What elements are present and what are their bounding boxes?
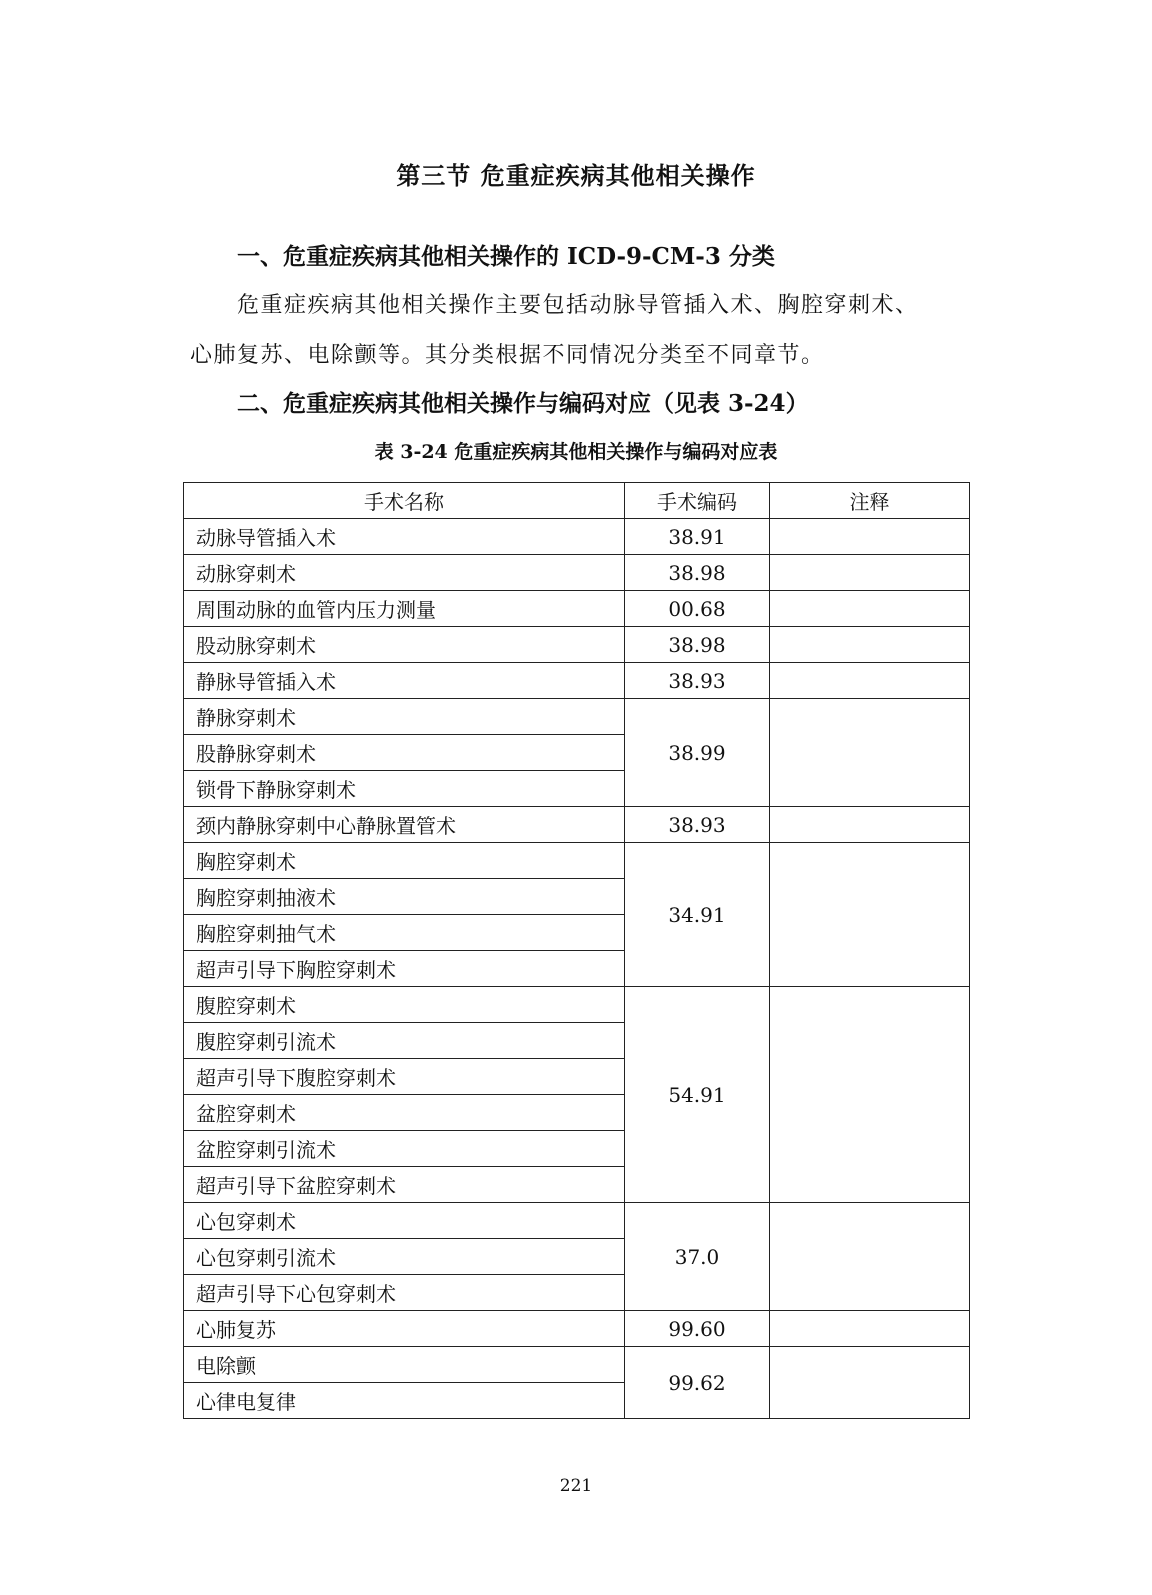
note-cell: [770, 1203, 970, 1311]
procedure-name-cell: 腹腔穿刺引流术: [184, 1023, 625, 1059]
note-cell: [770, 1347, 970, 1419]
paragraph-line-1: 危重症疾病其他相关操作主要包括动脉导管插入术、胸腔穿刺术、: [237, 293, 919, 318]
procedure-name-cell: 锁骨下静脉穿刺术: [184, 771, 625, 807]
procedure-name-cell: 动脉导管插入术: [184, 519, 625, 555]
procedure-name-cell: 股动脉穿刺术: [184, 627, 625, 663]
procedure-name-cell: 超声引导下胸腔穿刺术: [184, 951, 625, 987]
note-cell: [770, 987, 970, 1203]
page-number: 221: [559, 1476, 593, 1496]
header-procedure-code: 手术编码: [625, 483, 770, 519]
note-cell: [770, 843, 970, 987]
procedure-code-cell: 99.60: [625, 1311, 770, 1347]
table-row: [184, 699, 970, 735]
table-row: [184, 627, 970, 663]
procedure-name-cell: 周围动脉的血管内压力测量: [184, 591, 625, 627]
table-row: [184, 591, 970, 627]
table-row: [184, 555, 970, 591]
table-body: [184, 519, 970, 1419]
header-procedure-name: 手术名称: [184, 483, 625, 519]
table-row: [184, 843, 970, 879]
header-note: 注释: [770, 483, 970, 519]
procedure-code-cell: 99.62: [625, 1347, 770, 1419]
procedure-name-cell: 胸腔穿刺术: [184, 843, 625, 879]
procedure-code-cell: 34.91: [625, 843, 770, 987]
procedure-name-cell: 心肺复苏: [184, 1311, 625, 1347]
note-cell: [770, 555, 970, 591]
table-header-row: [184, 483, 970, 519]
procedure-code-cell: 38.98: [625, 627, 770, 663]
procedure-code-cell: 54.91: [625, 987, 770, 1203]
table-row: [184, 1347, 970, 1383]
procedure-name-cell: 盆腔穿刺术: [184, 1095, 625, 1131]
procedure-name-cell: 胸腔穿刺抽液术: [184, 879, 625, 915]
table-row: [184, 807, 970, 843]
note-cell: [770, 699, 970, 807]
section-title: 第三节 危重症疾病其他相关操作: [396, 161, 756, 190]
procedure-name-cell: 心律电复律: [184, 1383, 625, 1419]
procedure-name-cell: 超声引导下心包穿刺术: [184, 1275, 625, 1311]
note-cell: [770, 519, 970, 555]
paragraph-line-2: 心肺复苏、电除颤等。其分类根据不同情况分类至不同章节。: [190, 343, 825, 368]
table-row: [184, 519, 970, 555]
procedure-code-table: [183, 482, 970, 1419]
table-row: [184, 663, 970, 699]
procedure-name-cell: 心包穿刺术: [184, 1203, 625, 1239]
table-row: [184, 1203, 970, 1239]
procedure-code-cell: 38.93: [625, 663, 770, 699]
procedure-name-cell: 动脉穿刺术: [184, 555, 625, 591]
procedure-name-cell: 心包穿刺引流术: [184, 1239, 625, 1275]
procedure-name-cell: 颈内静脉穿刺中心静脉置管术: [184, 807, 625, 843]
procedure-name-cell: 盆腔穿刺引流术: [184, 1131, 625, 1167]
procedure-name-cell: 静脉导管插入术: [184, 663, 625, 699]
procedure-code-cell: 38.99: [625, 699, 770, 807]
table-row: [184, 987, 970, 1023]
table-row: [184, 1311, 970, 1347]
note-cell: [770, 663, 970, 699]
procedure-name-cell: 腹腔穿刺术: [184, 987, 625, 1023]
procedure-name-cell: 股静脉穿刺术: [184, 735, 625, 771]
procedure-name-cell: 超声引导下腹腔穿刺术: [184, 1059, 625, 1095]
note-cell: [770, 627, 970, 663]
table-caption: 表 3-24 危重症疾病其他相关操作与编码对应表: [374, 441, 778, 463]
note-cell: [770, 1311, 970, 1347]
procedure-code-cell: 38.98: [625, 555, 770, 591]
procedure-name-cell: 电除颤: [184, 1347, 625, 1383]
note-cell: [770, 591, 970, 627]
procedure-code-cell: 38.91: [625, 519, 770, 555]
procedure-code-cell: 38.93: [625, 807, 770, 843]
procedure-name-cell: 静脉穿刺术: [184, 699, 625, 735]
procedure-name-cell: 胸腔穿刺抽气术: [184, 915, 625, 951]
heading-mapping: 二、危重症疾病其他相关操作与编码对应（见表 3-24）: [237, 390, 809, 417]
note-cell: [770, 807, 970, 843]
heading-classification: 一、危重症疾病其他相关操作的 ICD-9-CM-3 分类: [237, 243, 775, 270]
procedure-code-cell: 00.68: [625, 591, 770, 627]
procedure-code-cell: 37.0: [625, 1203, 770, 1311]
procedure-name-cell: 超声引导下盆腔穿刺术: [184, 1167, 625, 1203]
